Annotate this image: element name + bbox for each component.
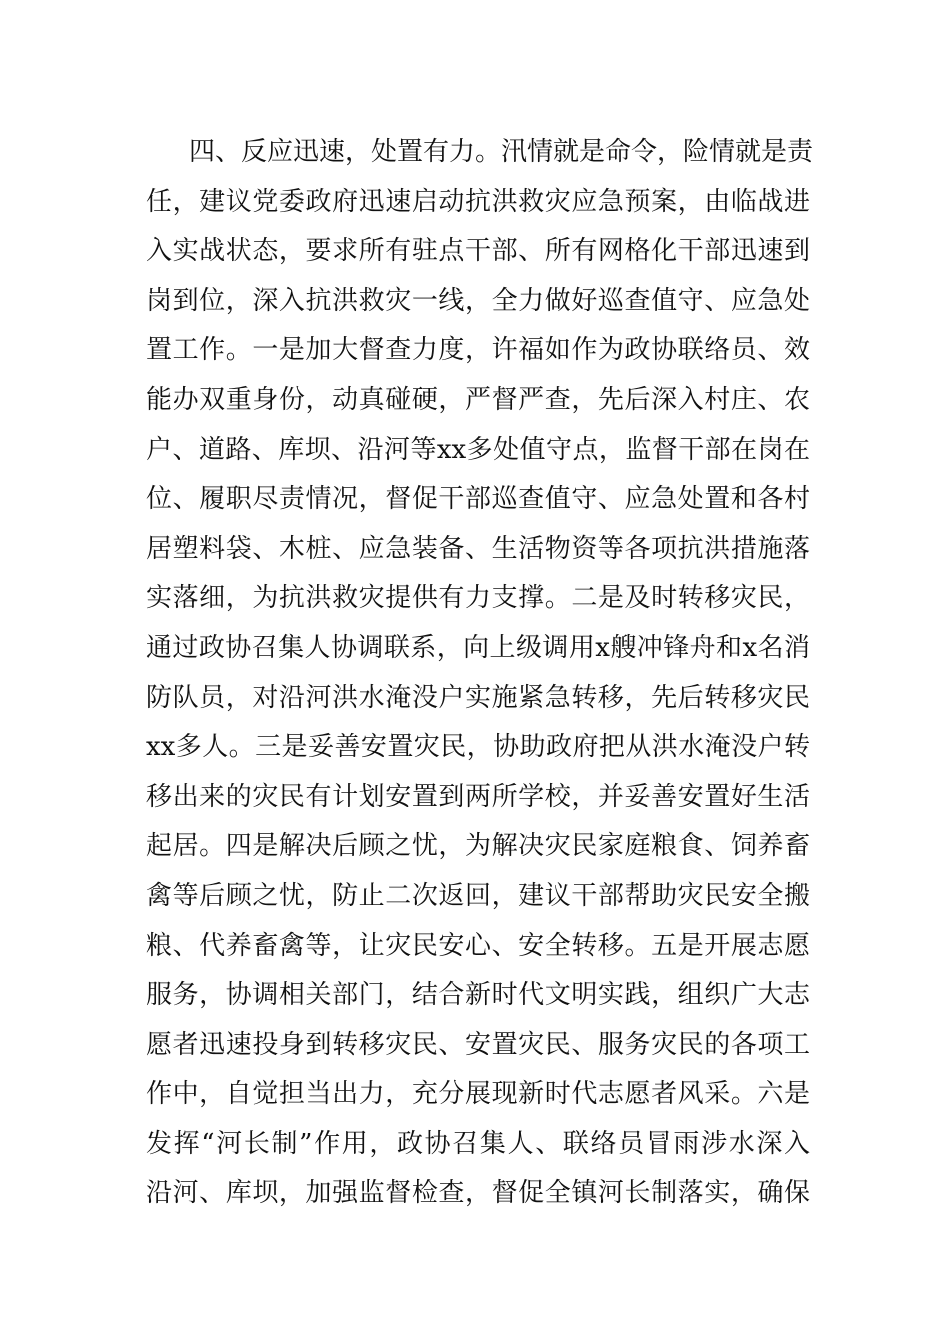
text-line: 沿河、库坝，加强监督检查，督促全镇河长制落实，确保: [146, 1178, 810, 1209]
text-line: 愿者迅速投身到转移灾民、安置灾民、服务灾民的各项工: [146, 1029, 810, 1060]
text-line: 任，建议党委政府迅速启动抗洪救灾应急预案，由临战进: [146, 186, 810, 217]
text-line: 粮、代养畜禽等，让灾民安心、安全转移。五是开展志愿: [146, 930, 810, 961]
text-line: xx多人。三是妥善安置灾民，协助政府把从洪水淹没户转: [146, 732, 810, 763]
text-line: 防队员，对沿河洪水淹没户实施紧急转移，先后转移灾民: [146, 682, 810, 713]
text-line: 实落细，为抗洪救灾提供有力支撑。二是及时转移灾民，: [146, 583, 810, 614]
text-line: 户、道路、库坝、沿河等xx多处值守点，监督干部在岗在: [146, 434, 810, 465]
text-line: 四、反应迅速，处置有力。汛情就是命令，险情就是责: [189, 137, 814, 167]
text-line: 通过政协召集人协调联系，向上级调用x艘冲锋舟和x名消: [146, 632, 810, 663]
text-line: 置工作。一是加大督查力度，许福如作为政协联络员、效: [146, 335, 810, 366]
text-line: 服务，协调相关部门，结合新时代文明实践，组织广大志: [146, 980, 810, 1011]
body-paragraph: [146, 128, 814, 1219]
text-line: 入实战状态，要求所有驻点干部、所有网格化干部迅速到: [146, 236, 810, 267]
text-line: 发挥“河长制”作用，政协召集人、联络员冒雨涉水深入: [146, 1128, 810, 1159]
text-line: 位、履职尽责情况，督促干部巡查值守、应急处置和各村: [146, 484, 810, 515]
text-line: 岗到位，深入抗洪救灾一线，全力做好巡查值守、应急处: [146, 285, 810, 316]
text-line: 禽等后顾之忧，防止二次返回，建议干部帮助灾民安全搬: [146, 880, 810, 911]
text-line: 作中，自觉担当出力，充分展现新时代志愿者风采。六是: [146, 1079, 810, 1110]
text-line: 起居。四是解决后顾之忧，为解决灾民家庭粮食、饲养畜: [146, 831, 810, 862]
text-line: 移出来的灾民有计划安置到两所学校，并妥善安置好生活: [146, 781, 810, 812]
text-line: 能办双重身份，动真碰硬，严督严查，先后深入村庄、农: [146, 384, 810, 415]
text-line: 居塑料袋、木桩、应急装备、生活物资等各项抗洪措施落: [146, 533, 810, 564]
